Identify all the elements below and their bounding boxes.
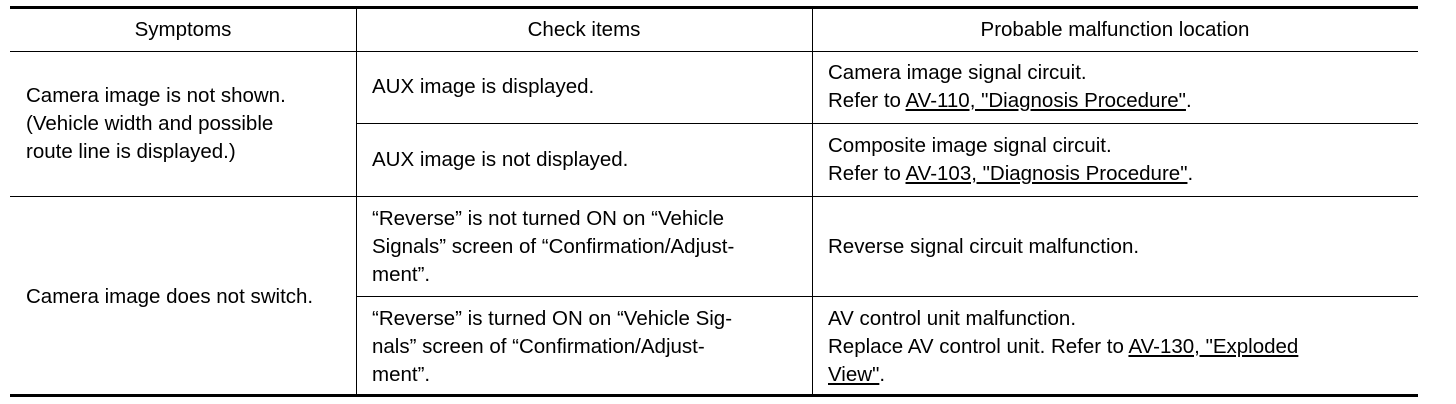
header-symptoms-label: Symptoms (134, 18, 232, 41)
reference-link[interactable]: AV-103, "Diagnosis Procedure" (905, 162, 1188, 185)
reference-link[interactable]: View" (828, 363, 880, 386)
check-item-cell (372, 51, 812, 123)
check-item-text: AUX image is displayed. (372, 75, 595, 98)
check-item-cell (372, 297, 812, 397)
check-item-cell (372, 124, 812, 196)
refer-suffix: . (879, 363, 886, 386)
header-malfunction-location (812, 9, 1418, 51)
check-item-text: AUX image is not displayed. (372, 148, 629, 171)
location-text: Reverse signal circuit malfunction. (828, 234, 1140, 258)
header-malfunction-location-label: Probable malfunction location (980, 18, 1250, 41)
location-cell (828, 51, 1418, 123)
symptom-cell (26, 197, 356, 397)
check-item-text: ment”. (372, 363, 431, 386)
diagnosis-table (10, 6, 1418, 397)
location-cell (828, 297, 1418, 397)
check-item-text: Signals” screen of “Confirmation/Adjust- (372, 234, 735, 258)
check-item-text: “Reverse” is not turned ON on “Vehicle (372, 206, 725, 230)
header-check-items (356, 9, 812, 51)
reference-link[interactable]: AV-130, "Exploded (1128, 335, 1299, 358)
check-item-text: ment”. (372, 262, 431, 286)
location-text: Camera image signal circuit. (828, 61, 1087, 84)
check-item-text: “Reverse” is turned ON on “Vehicle Sig- (372, 307, 733, 330)
symptom-text: Camera image does not switch. (26, 285, 314, 308)
refer-text: Refer to (828, 162, 906, 185)
header-symptoms (10, 9, 356, 51)
check-item-cell (372, 197, 812, 296)
header-check-items-label: Check items (527, 18, 641, 41)
refer-text: Refer to (828, 89, 906, 112)
symptom-text: route line is displayed.) (26, 139, 236, 163)
location-text: Composite image signal circuit. (828, 134, 1112, 157)
location-cell (828, 197, 1418, 296)
symptom-text: Camera image is not shown. (26, 83, 286, 107)
refer-suffix: . (1187, 162, 1194, 185)
location-text: AV control unit malfunction. (828, 307, 1077, 330)
column-divider (812, 9, 813, 394)
column-divider (356, 9, 357, 394)
location-cell (828, 124, 1418, 196)
symptom-cell (26, 51, 356, 196)
check-item-text: nals” screen of “Confirmation/Adjust- (372, 335, 705, 358)
refer-suffix: . (1185, 89, 1192, 112)
symptom-text: (Vehicle width and possible (26, 111, 274, 135)
refer-text: Replace AV control unit. Refer to (828, 335, 1129, 358)
reference-link[interactable]: AV-110, "Diagnosis Procedure" (905, 89, 1186, 112)
